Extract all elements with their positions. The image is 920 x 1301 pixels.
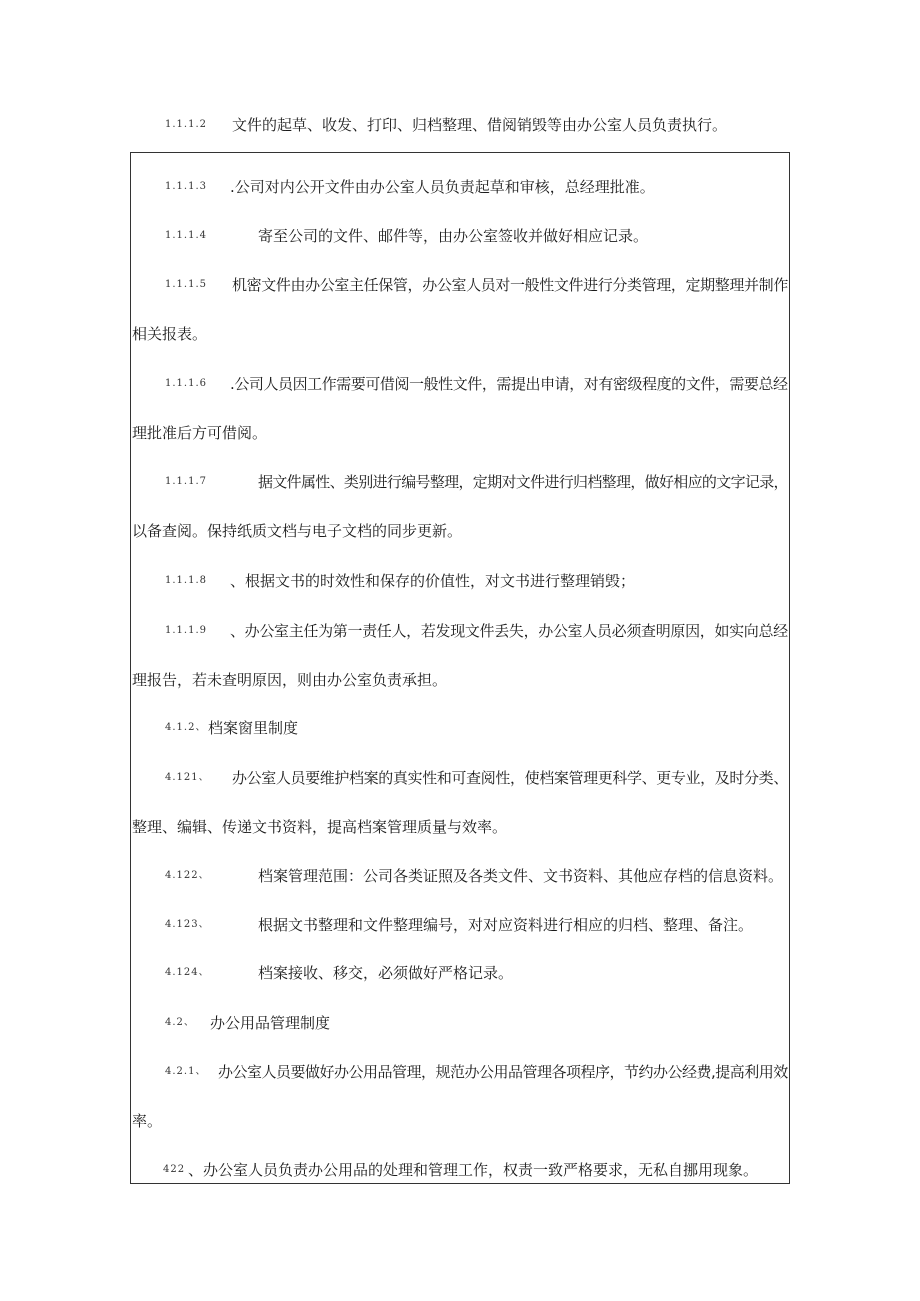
- section-number: 4.2、: [165, 1017, 195, 1028]
- clause-number: 422: [163, 1164, 186, 1175]
- clause-text: .公司人员因工作需要可借阅一般性文件，需提出申请，对有密级程度的文件，需要总经: [230, 375, 788, 393]
- clause-text-continued: 相关报表。: [132, 325, 208, 343]
- clause-number: 1.1.1.3: [165, 181, 207, 192]
- section-number: 4.1.2、: [165, 722, 207, 733]
- clause-number: 4.124、: [165, 967, 210, 978]
- section-heading: 办公用品管理制度: [210, 1014, 331, 1032]
- clause-text: 办公室人员要做好办公用品管理，规范办公用品管理各项程序，节约办公经费,提高利用效: [218, 1063, 788, 1081]
- clause-text-continued: 以备查阅。保持纸质文档与电子文档的同步更新。: [132, 522, 463, 540]
- clause-number: 1.1.1.9: [165, 625, 207, 636]
- clause-text: 文件的起草、收发、打印、归档整理、借阅销毁等由办公室人员负责执行。: [232, 116, 728, 134]
- clause-text: 寄至公司的文件、邮件等，由办公室签收并做好相应记录。: [258, 227, 649, 245]
- clause-text-continued: 理报告，若未查明原因，则由办公室负责承担。: [132, 671, 448, 689]
- clause-number: 4.123、: [165, 919, 210, 930]
- clause-text: 根据文书整理和文件整理编号，对对应资料进行相应的归档、整理、备注。: [258, 916, 754, 934]
- clause-text-continued: 率。: [132, 1112, 163, 1130]
- clause-text: 、办公室主任为第一责任人，若发现文件丢失，办公室人员必须查明原因，如实向总经: [230, 622, 788, 640]
- clause-text: 、办公室人员负责办公用品的处理和管理工作，权责一致严格要求，无私自挪用现象。: [188, 1161, 759, 1179]
- clause-number: 1.1.1.4: [165, 230, 207, 241]
- section-heading: 档案窗里制度: [208, 719, 299, 737]
- clause-text: 档案接收、移交，必须做好严格记录。: [258, 964, 514, 982]
- clause-number: 1.1.1.8: [165, 575, 207, 586]
- clause-text: 、根据文书的时效性和保存的价值性，对文书进行整理销毁；: [230, 572, 636, 590]
- clause-number: 1.1.1.6: [165, 378, 207, 389]
- clause-number: 4.2.1、: [165, 1066, 207, 1077]
- clause-text: 档案管理范围：公司各类证照及各类文件、文书资料、其他应存档的信息资料。: [258, 867, 784, 885]
- clause-number: 1.1.1.2: [165, 119, 207, 130]
- clause-number: 1.1.1.7: [165, 476, 207, 487]
- clause-text: .公司对内公开文件由办公室人员负责起草和审核，总经理批准。: [230, 178, 655, 196]
- clause-text-continued: 整理、编辑、传递文书资料，提高档案管理质量与效率。: [132, 818, 508, 836]
- clause-text: 据文件属性、类别进行编号整理，定期对文件进行归档整理，做好相应的文字记录，: [258, 473, 788, 491]
- clause-text: 机密文件由办公室主任保管，办公室人员对一般性文件进行分类管理，定期整理并制作: [232, 276, 788, 294]
- clause-text-continued: 理批准后方可借阅。: [132, 424, 268, 442]
- clause-number: 1.1.1.5: [165, 279, 207, 290]
- clause-number: 4.121、: [165, 772, 210, 783]
- clause-text: 办公室人员要维护档案的真实性和可查阅性，使档案管理更科学、更专业，及时分类、: [232, 769, 788, 787]
- clause-number: 4.122、: [165, 870, 210, 881]
